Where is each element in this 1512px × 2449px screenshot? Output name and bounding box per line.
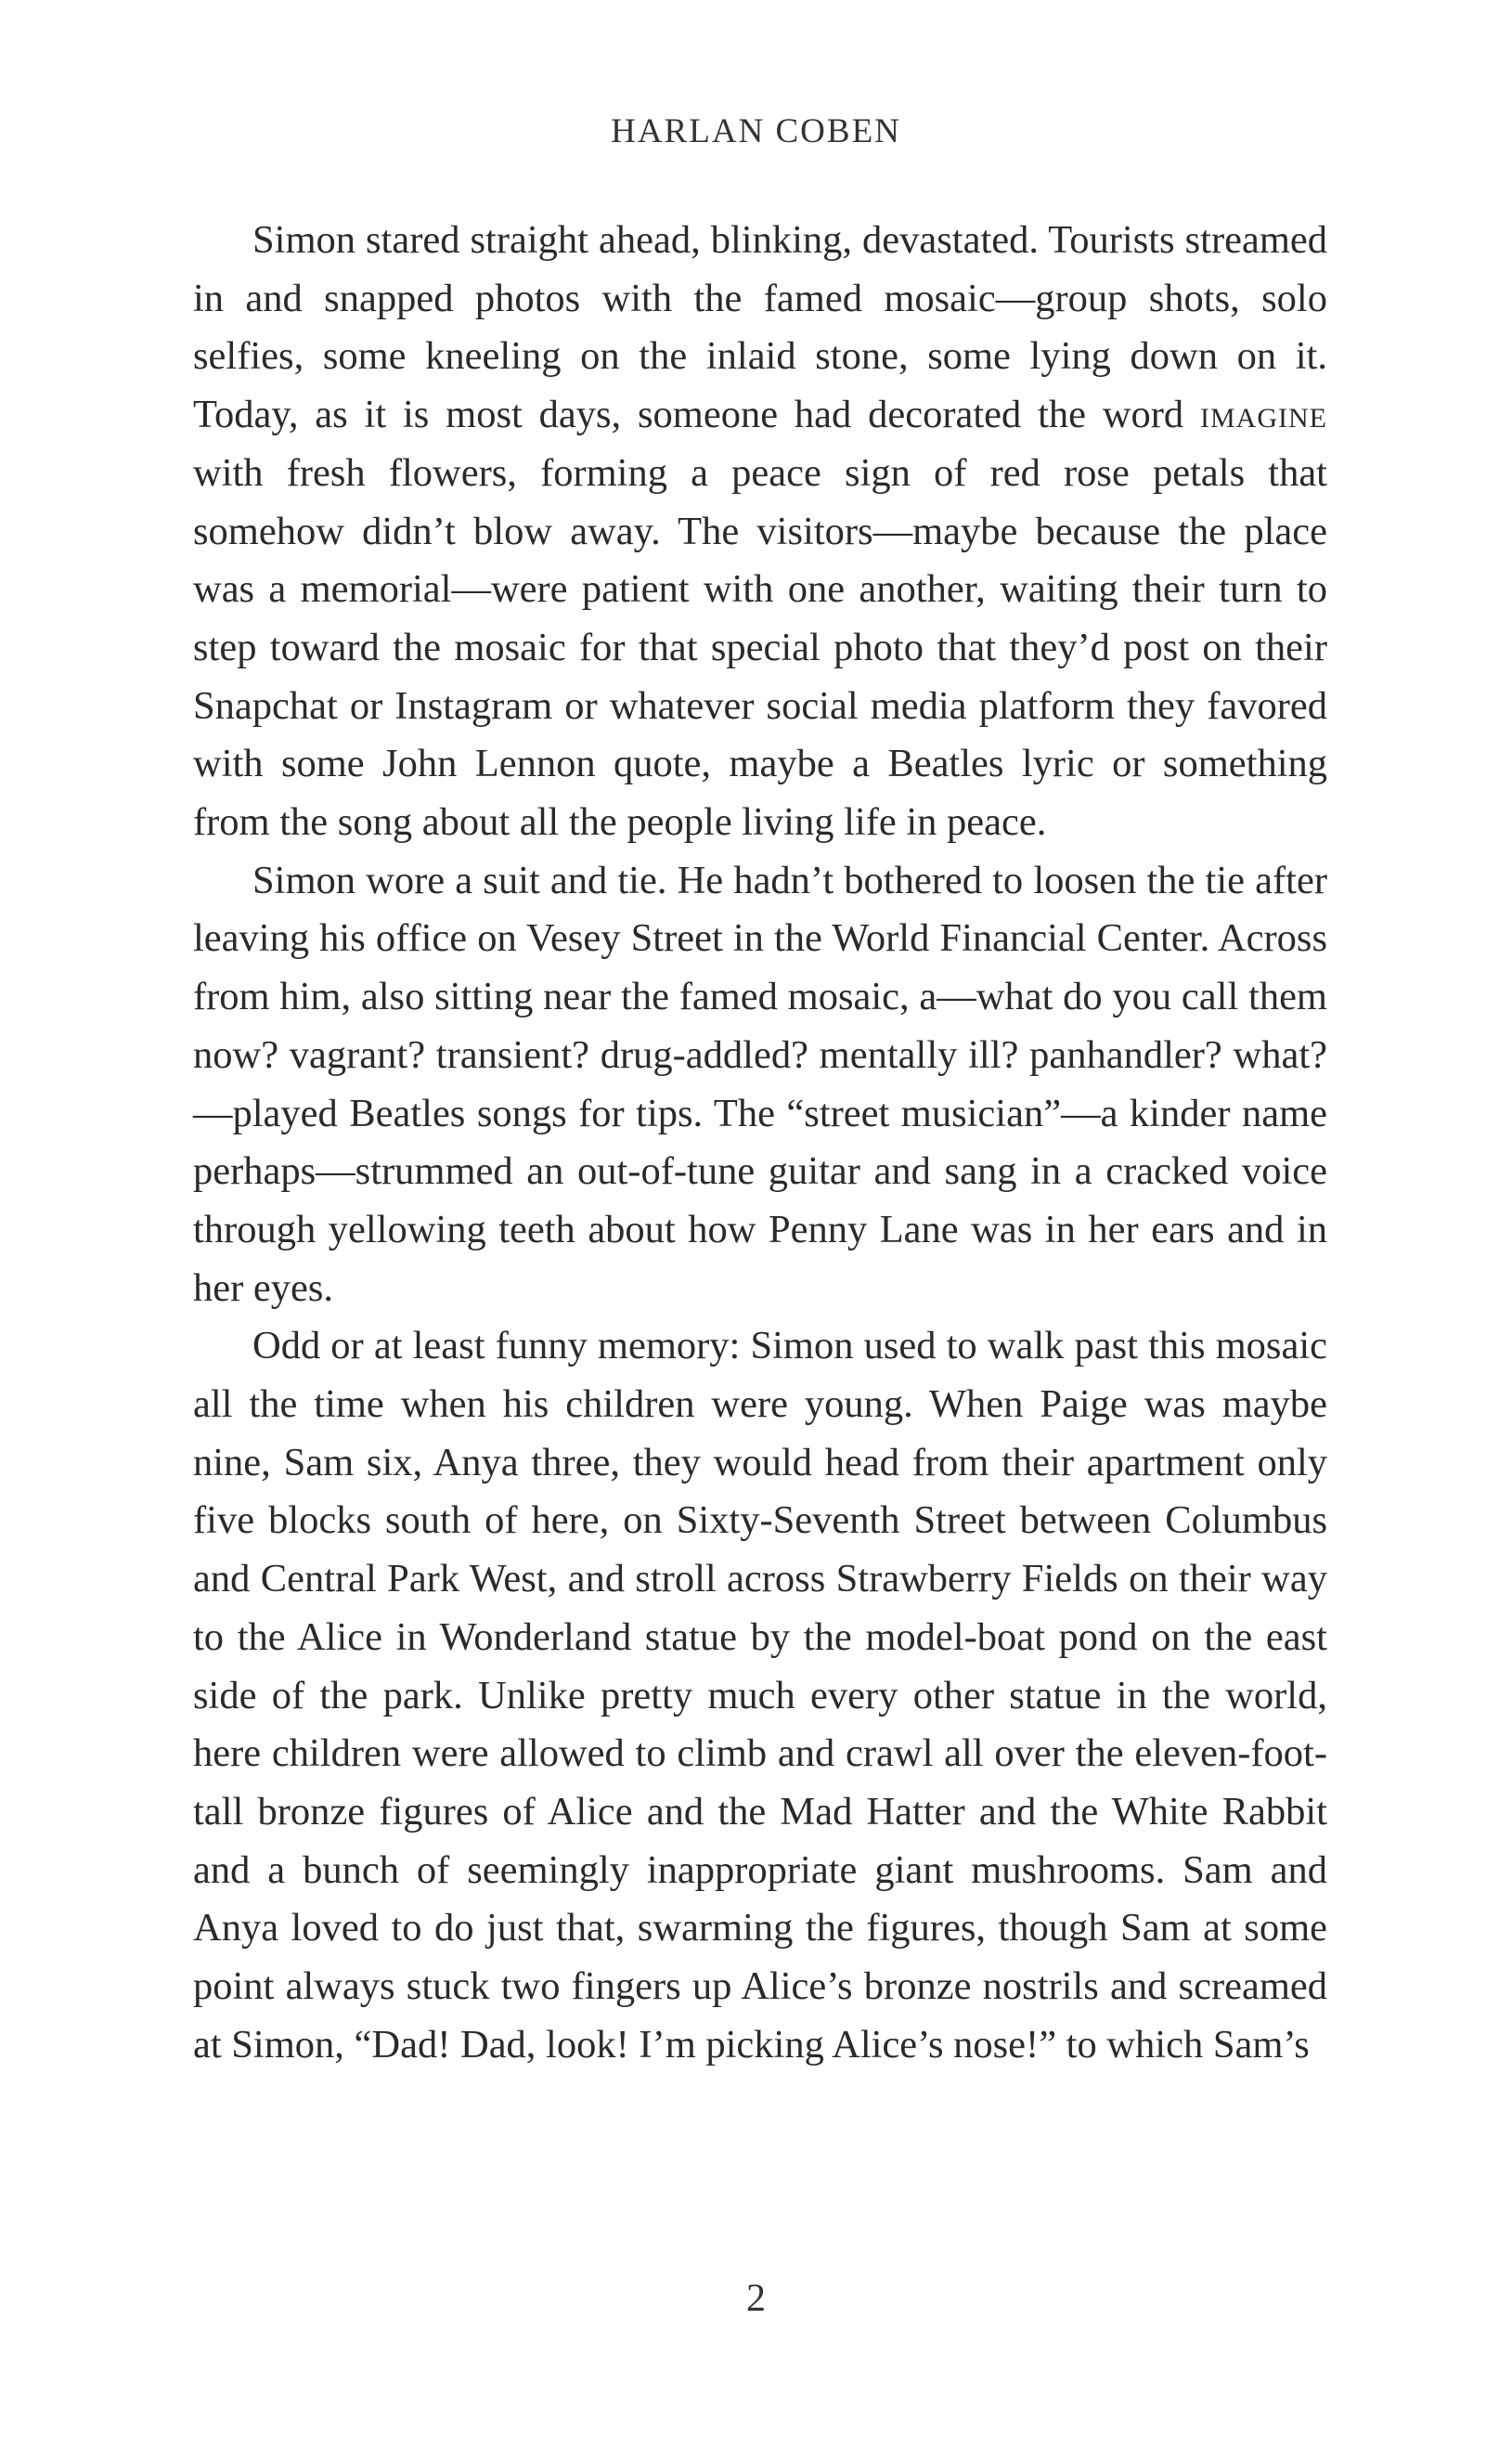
paragraph-1 (193, 212, 1327, 852)
body-text (193, 212, 1327, 2075)
paragraph-1-text-end: with fresh flowers, forming a peace sign of red rose petals that somehow didn’t blow away. The visitors—maybe because the place was a memorial—were patient with one another, waiting their turn to step toward the mosaic for that special photo that they’d post on their Snapchat or Instagram or whatever social media platform they favored with some John Lennon quote, maybe a Beatles lyric or something from the song about all the people living life in peace. (193, 450, 1327, 845)
page-number: 2 (746, 2277, 766, 2320)
running-head: HARLAN COBEN (611, 112, 901, 150)
paragraph-2: Simon wore a suit and tie. He hadn’t bothered to loosen the tie after leaving his office on Vesey Street in the World Financial Center. Across from him, also sitting near the famed mosaic, a—what do you call them now? vagrant? transient? drug-addled? mentally ill? panhandler? what?—played Beatles songs for tips. The “street musician”—a kinder name perhaps—strummed an out-of-tune guitar and sang in a cracked voice through yellowing teeth about how Penny Lane was in her ears and in her eyes. (193, 858, 1327, 1310)
imagine-word: imagine (1200, 393, 1327, 437)
paragraph-3: Odd or at least funny memory: Simon used to walk past this mosaic all the time when his children were young. When Paige was maybe nine, Sam six, Anya three, they would head from their apartment only five blocks south of here, on Sixty-Seventh Street between Columbus and Central Park West, and stroll across Strawberry Fields on their way to the Alice in Wonderland statue by the model-boat pond on the east side of the park. Unlike pretty much every other statue in the world, here children were allowed to climb and crawl all over the eleven-foot-tall bronze figures of Alice and the Mad Hatter and the White Rabbit and a bunch of seemingly inappropriate giant mushrooms. Sam and Anya loved to do just that, swarming the figures, though Sam at some point always stuck two fingers up Alice’s bronze nostrils and screamed at Simon, “Dad! Dad, look! I’m picking Alice’s nose!” to which Sam’s (193, 1324, 1327, 2067)
paragraph-1-text-start: Simon stared straight ahead, blinking, devastated. Tourists streamed in and snapped photos with the famed mosaic—group shots, solo selfies, some kneeling on the inlaid stone, some lying down on it. Today, as it is most days, someone had decorated the word (193, 218, 1327, 437)
